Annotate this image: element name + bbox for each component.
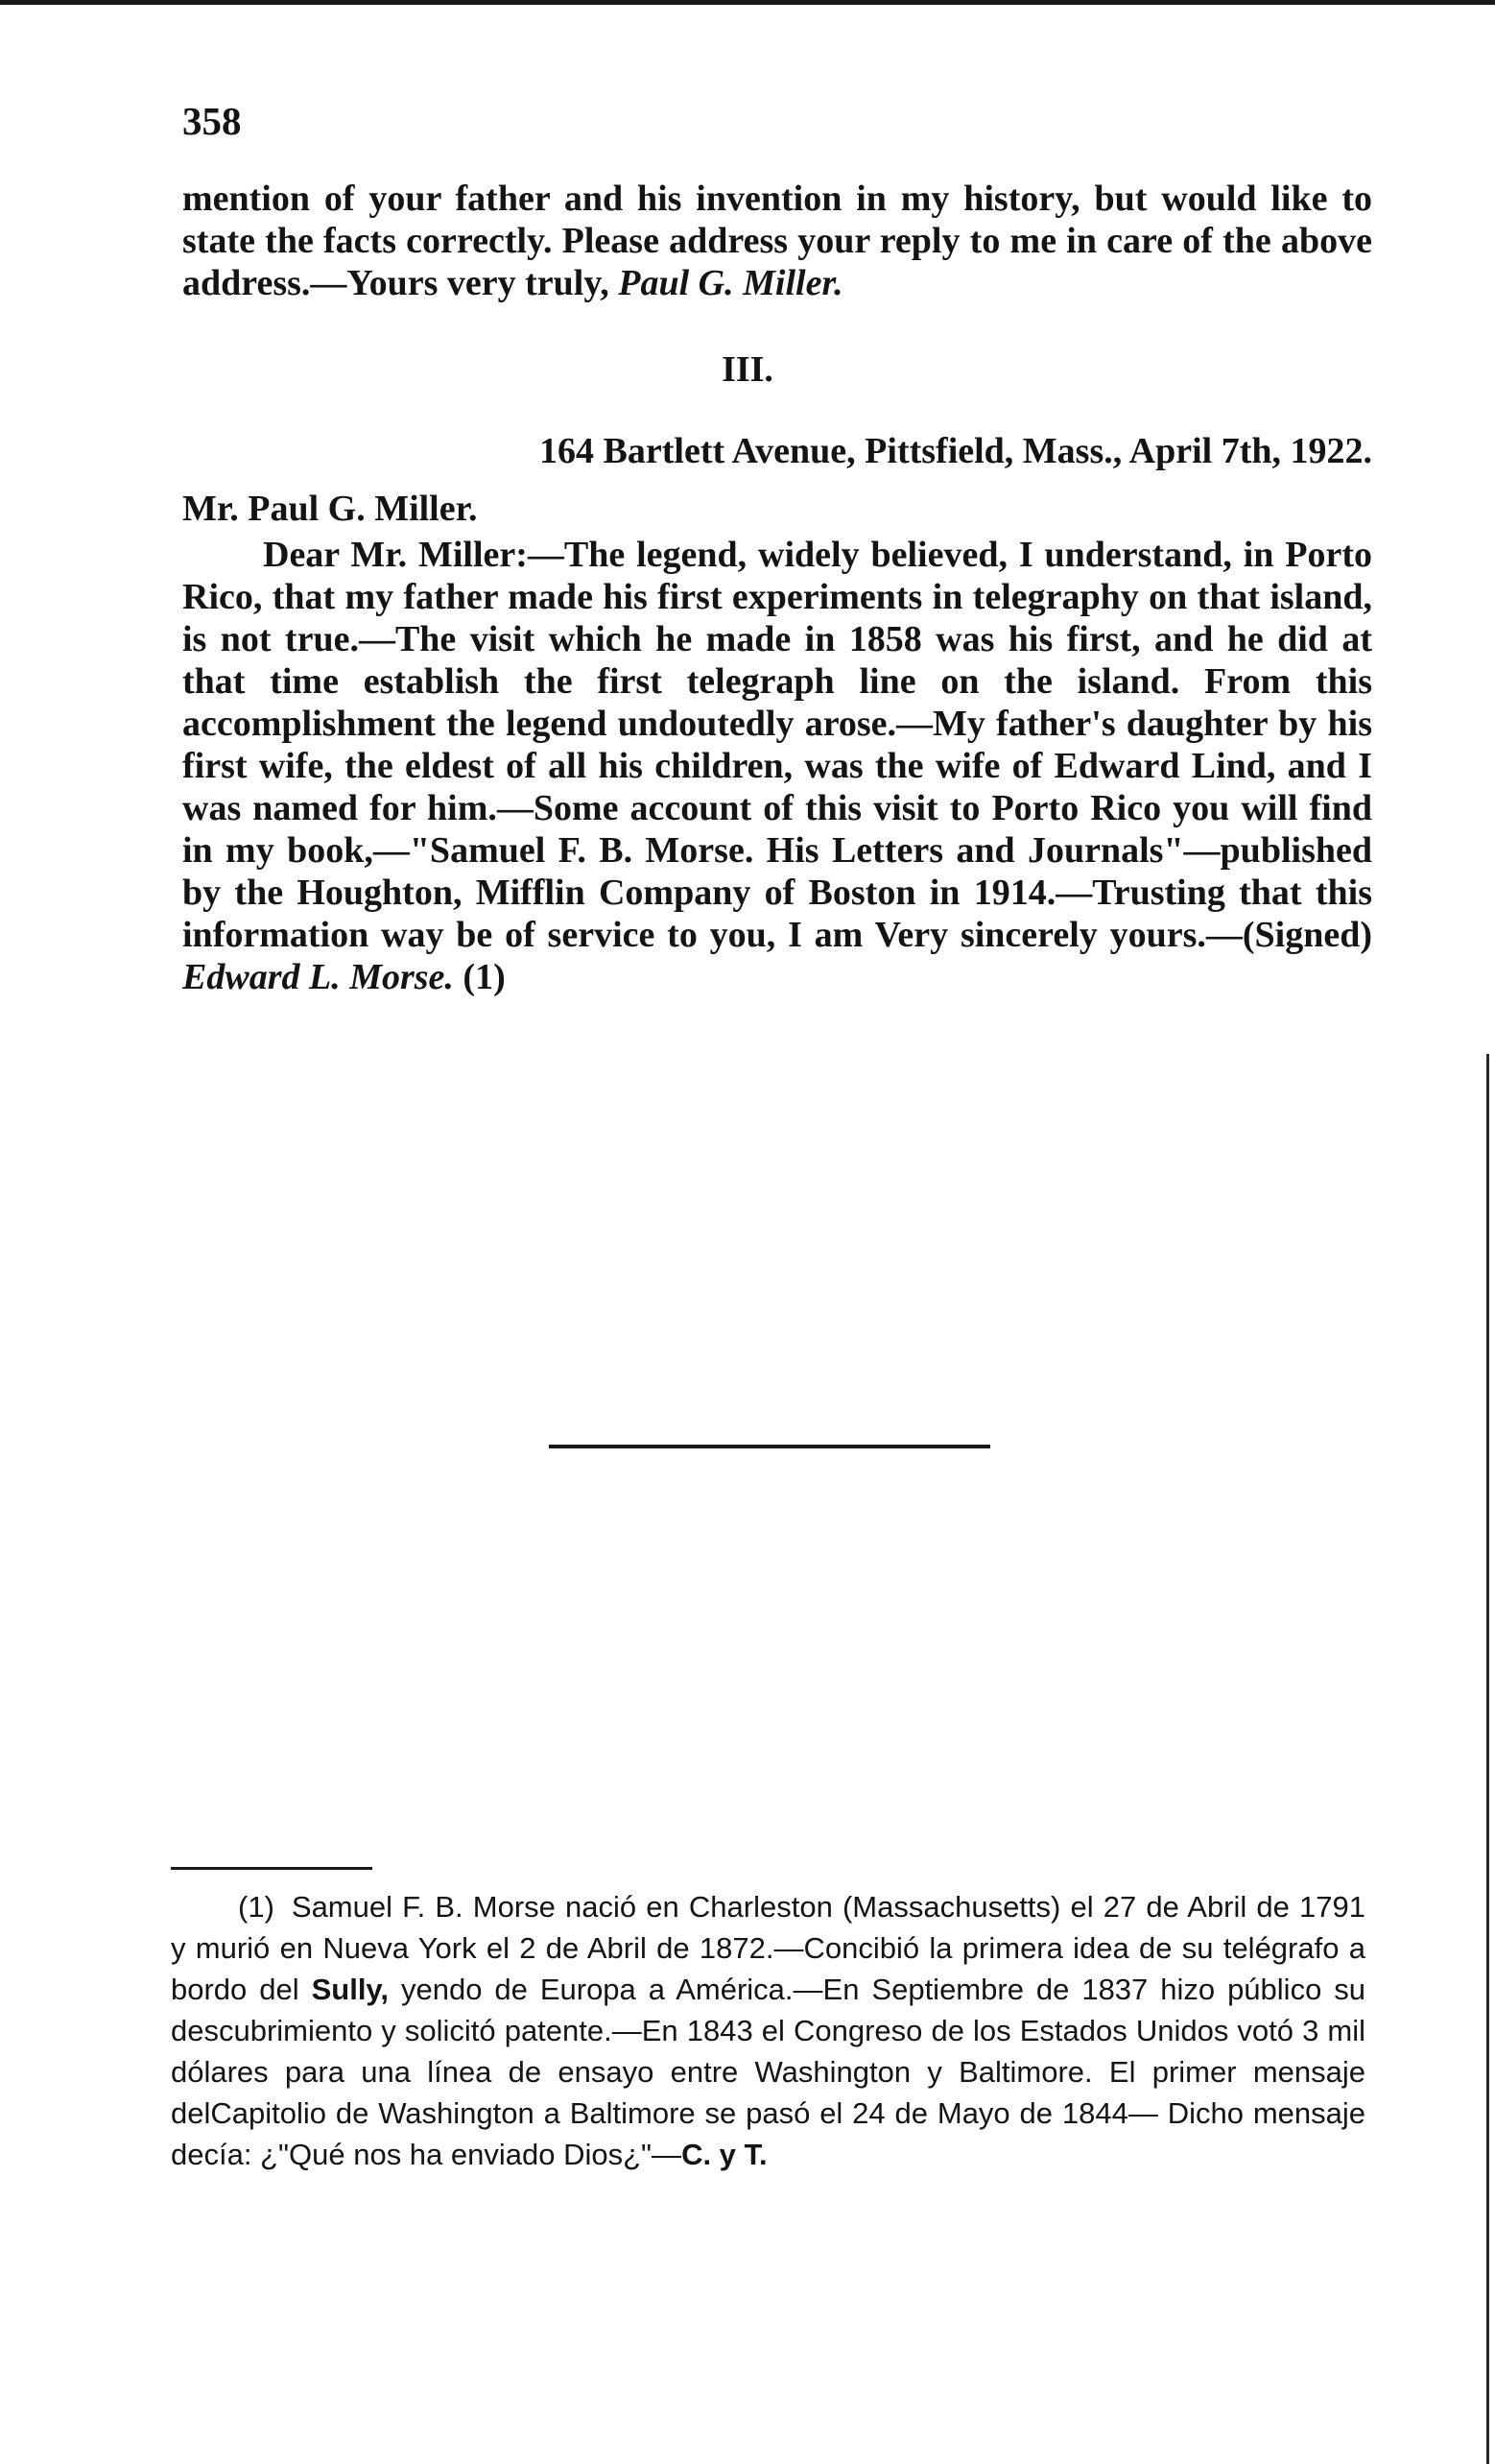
page-edge-line — [1486, 1054, 1489, 2464]
footnote-paragraph — [171, 1886, 1365, 2175]
footnote-reference: (1) — [463, 957, 506, 997]
letter-recipient: Mr. Paul G. Miller. — [182, 489, 478, 529]
letter-paragraph — [182, 534, 1372, 998]
closing-paragraph — [182, 178, 1372, 304]
section-heading: III. — [722, 349, 773, 390]
page-number: 358 — [182, 99, 242, 143]
page-top-edge — [0, 0, 1495, 5]
footnote-text-start: Samuel F. B. Morse nació en Charleston (Massachusetts) el 27 de Abril de 1791 y murió en Nueva York el 2 de Abril de 1872.—Concibió la primera idea de su telégrafo a bordo del — [171, 1890, 1365, 2006]
closing-paragraph-text — [182, 178, 1372, 304]
letter-dateline: 164 Bartlett Avenue, Pittsfield, Mass., April 7th, 1922. — [539, 431, 1372, 471]
footnote-marker: (1) — [238, 1890, 274, 1924]
letter-body — [182, 534, 1372, 998]
footnote-ship-name: Sully, — [311, 1973, 389, 2006]
closing-paragraph-body: mention of your father and his invention in my history, but would like to state the facts correctly. Please address your reply to me in care of the above address.—Yours very truly, — [182, 179, 1372, 303]
footnote-text-end: yendo de Europa a América.—En Septiembre de 1837 hizo público su descubrimiento y solicitó patente.—En 1843 el Congreso de los Estados Unidos votó 3 mil dólares para una línea de ensayo entre Washington y Baltimore. El primer mensaje delCapitolio de Washington a Baltimore se pasó el 24 de Mayo de 1844— Dicho mensaje decía: ¿"Qué nos ha enviado Dios¿"— — [171, 1973, 1365, 2171]
letter-body-text: Dear Mr. Miller:—The legend, widely believed, I understand, in Porto Rico, that my father made his first experiments in telegraphy on that island, is not true.—The visit which he made in 1858 was his first, and he did at that time establish the first telegraph line on the island. From this accomplishment the legend undoutedly arose.—My father's daughter by his first wife, the eldest of all his children, was the wife of Edward Lind, and I was named for him.—Some account of this visit to Porto Rico you will find in my book,—"Samuel F. B. Morse. His Letters and Journals"—published by the Houghton, Mifflin Company of Boston in 1914.—Trusting that this information way be of service to you, I am Very sincerely yours.—(Signed) — [182, 535, 1372, 955]
letter-signature: Edward L. Morse. — [182, 957, 454, 997]
section-divider — [549, 1445, 990, 1448]
footnote-rule — [171, 1867, 372, 1870]
footnote-attribution: C. y T. — [681, 2138, 768, 2171]
closing-signature: Paul G. Miller. — [618, 263, 843, 303]
footnote — [171, 1886, 1365, 2175]
